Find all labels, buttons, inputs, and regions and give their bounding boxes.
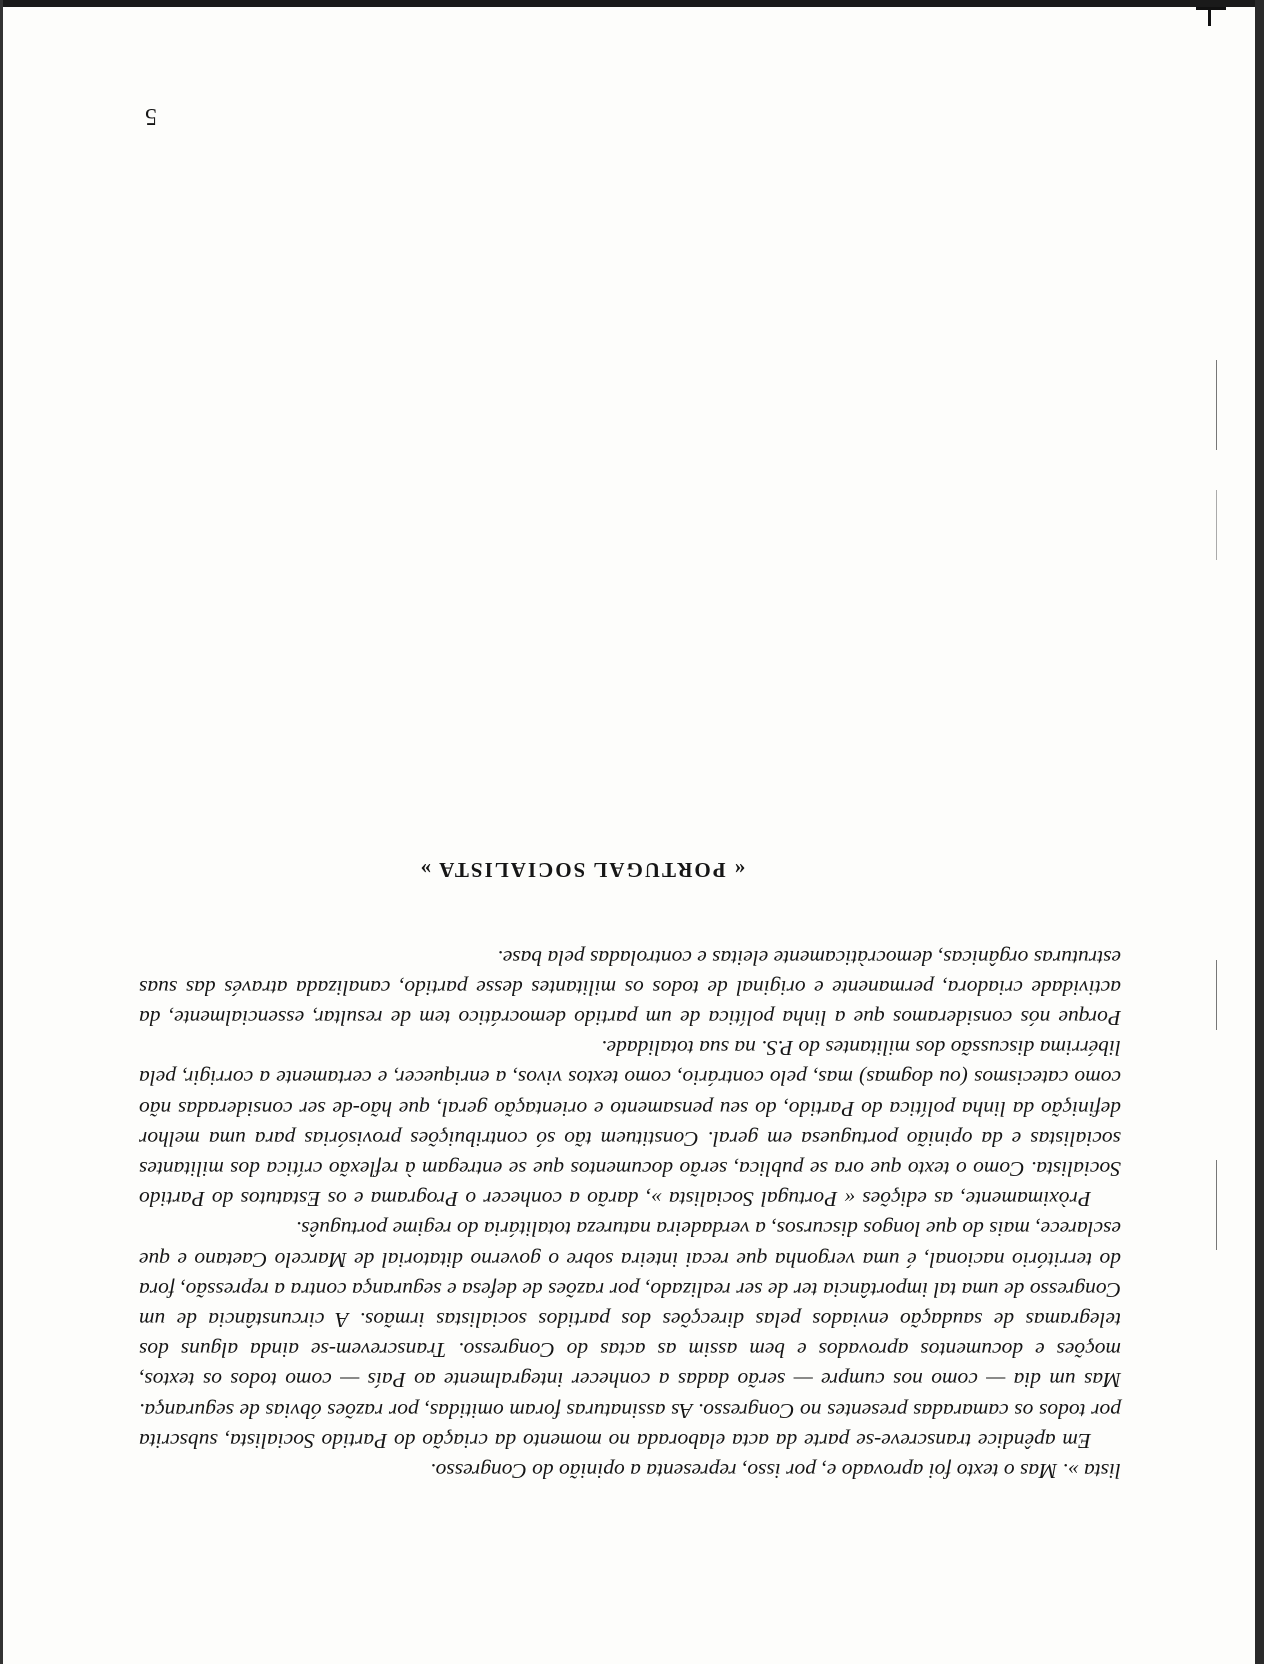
section-heading: « PORTUGAL SOCIALISTA » <box>418 858 746 883</box>
body-paragraph-opening: lista ». Mas o texto foi aprovado e, por isso, representa a opinião do Congresso. <box>430 1459 1121 1483</box>
body-paragraph-appendix: Em apêndice transcreve-se parte da acta elaborada no momento da criação do Partido Socialista, subscrita por todos os camaradas presentes no Congresso. As assinaturas foram omitidas, por razões óbvias de segurança. Mas um dia — como nos cumpre — serão dadas a conhecer integralmente ao País — como todos os textos, moções e documentos aprovados e bem assim as actas do Congresso. Transcrevem-se ainda alguns dos telegramas de saudação enviados pelas direcções dos partidos socialistas irmãos. A circunstância de um Congresso de uma tal importância ter de ser realizado, por razões de defesa e segurança contra a repressão, fora do território nacional, é uma vergonha que recai inteira sobre o governo ditatorial de Marcelo Caetano e que esclarece, mais do que longos discursos, a verdadeira natureza totalitária do regime português. <box>139 1217 1121 1453</box>
page-number: 5 <box>145 103 157 129</box>
body-paragraph-editions: Pròximamente, as edições « Portugal Socialista », darão a conhecer o Programa e os Estatutos do Partido Socialista. Como o texto que ora se publica, serão documentos que se entregam à reflexão crítica dos militantes socialistas e da opinião portuguesa em geral. Constituem tão só contribuições provisórias para uma melhor definição da linha política do Partido, do seu pensamento e orientação geral, que hão-de ser consideradas não como catecismos (ou dogmas) mas, pelo contrário, como textos vivos, a enriquecer, e certamente a corrigir, pela libérrima discussão dos militantes do P.S. na sua totalidade. <box>139 1036 1121 1212</box>
page-content <box>139 802 1121 1033</box>
page-content-lower <box>139 1033 1121 1486</box>
body-paragraph-1: Porque nós consideramos que a linha política de um partido democrático tem de resultar, essencialmente, da actividade criadora, permanente e original de todos os militantes desse partido, canalizada através das suas estruturas orgânicas, democràticamente eleitas e controladas pela base. <box>139 945 1121 1030</box>
spacer <box>139 882 1121 942</box>
